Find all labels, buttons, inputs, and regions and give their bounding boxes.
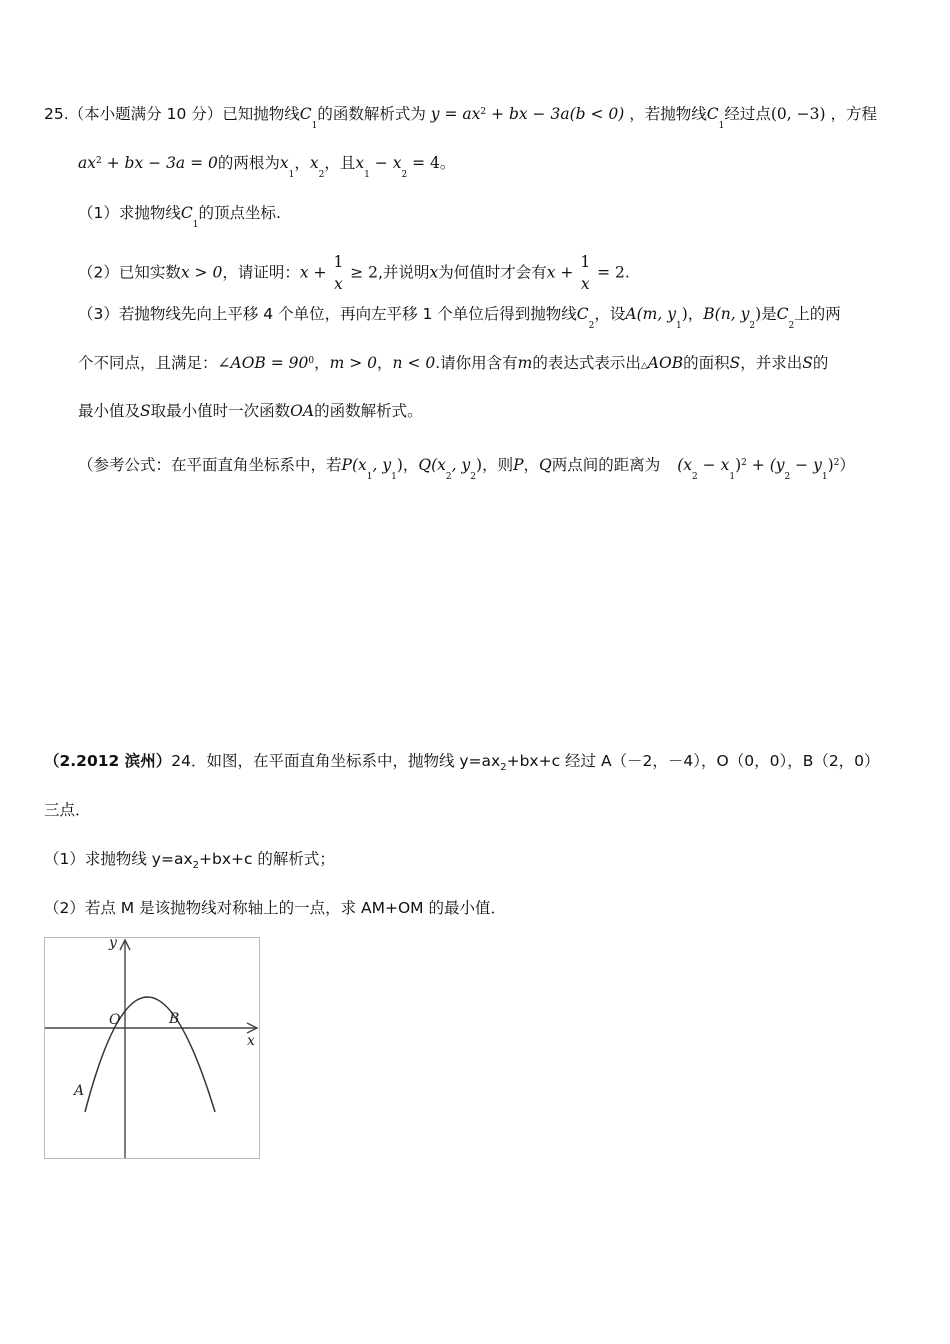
text: ，则: [482, 456, 514, 474]
text: （1）求抛物线: [78, 204, 181, 222]
source-tag: （2.2012 滨州）: [44, 752, 172, 770]
p24-part1: [44, 849, 335, 872]
text: ，设: [594, 305, 626, 323]
subscript: 2: [401, 170, 408, 180]
y-axis-label: y: [109, 935, 117, 951]
text: （2）已知实数: [78, 263, 181, 282]
expr: x +: [299, 263, 332, 282]
text: ，: [687, 305, 704, 323]
paren: ): [396, 456, 403, 474]
subscript: 1: [675, 321, 682, 331]
equation-rest: + bx − 3a = 0: [101, 154, 218, 172]
text: ）: [839, 456, 855, 474]
triangle-symbol: △: [640, 361, 648, 371]
subscript: 1: [821, 472, 828, 482]
text: ，请证明：: [222, 263, 300, 282]
text: ，: [523, 456, 540, 474]
text: 。: [439, 154, 456, 172]
paren: ): [755, 305, 762, 323]
text: 最小值及: [78, 402, 141, 420]
subscript: 2: [470, 472, 476, 482]
triangle-name: AOB: [647, 354, 684, 372]
formula: (x: [677, 456, 692, 474]
p25-part3-line1: [78, 304, 841, 331]
coord: , y: [451, 456, 471, 474]
text: 取最小值时一次函数: [150, 402, 291, 420]
text: 经过点: [724, 105, 771, 123]
parabola-equation: y = ax: [430, 105, 481, 123]
subscript: 1: [391, 472, 397, 482]
var: S: [140, 402, 151, 420]
formula: − x: [697, 456, 730, 474]
point-b-label: B: [169, 1011, 180, 1027]
var: x: [355, 154, 365, 172]
text: .: [624, 263, 630, 282]
var: x: [429, 263, 439, 282]
subscript: 2: [500, 762, 507, 773]
subscript: 2: [749, 321, 756, 331]
var: S: [729, 354, 741, 372]
operator: −: [369, 154, 393, 172]
p24-line2: [44, 800, 91, 820]
point-a: A(m, y: [625, 305, 676, 323]
fraction-denominator: x: [334, 275, 343, 293]
curve-c2-symbol: C: [776, 305, 789, 323]
fraction-numerator: 1: [333, 253, 344, 271]
subscript: 1: [718, 121, 725, 131]
text: 上的两: [794, 305, 841, 323]
equation: ax: [78, 154, 96, 172]
p25-part2: [78, 251, 630, 295]
expr: x +: [546, 263, 579, 282]
text: ，并求出: [740, 354, 803, 372]
text: 的表达式表示出: [532, 354, 641, 372]
p25-part1: [78, 203, 281, 230]
exponent: 2: [480, 107, 487, 117]
subscript: 1: [364, 170, 370, 180]
p25-heading-text: 25.（本小题满分 10 分）已知抛物线: [44, 105, 300, 123]
subscript: 2: [784, 472, 791, 482]
var: x: [392, 154, 402, 172]
equation: = 2: [592, 263, 625, 282]
var: m: [517, 354, 533, 372]
text: 两点间的距离为: [551, 456, 661, 474]
fraction-numerator: 1: [580, 253, 591, 271]
subscript: 1: [288, 170, 295, 180]
p25-part3-line2: [78, 353, 828, 376]
text: +bx+c 经过 A（－2，－4），O（0，0），B（2，0）: [506, 752, 880, 770]
text: ，: [294, 154, 310, 172]
text: 的函数解析式为: [317, 105, 426, 123]
parabola-curve: [85, 997, 215, 1112]
var: S: [802, 354, 813, 372]
p25-reference: [78, 455, 855, 482]
text: 的面积: [683, 354, 730, 372]
fraction-denominator: x: [580, 275, 590, 293]
parabola-figure: [44, 937, 260, 1159]
subscript: 2: [192, 860, 199, 871]
x-axis-label: x: [247, 1033, 255, 1049]
p25-line2: [78, 153, 456, 180]
curve-c1-symbol: C: [706, 105, 719, 123]
condition: x > 0: [180, 263, 223, 282]
root-x1: x: [279, 154, 289, 172]
formula: ): [735, 456, 742, 474]
p25-line1: [44, 104, 877, 131]
value: = 4: [407, 154, 440, 172]
text: ，: [314, 354, 330, 372]
text: ，: [377, 354, 393, 372]
degree: 0: [308, 356, 315, 366]
exponent: 2: [741, 458, 747, 468]
subscript: 1: [311, 121, 318, 131]
curve-c2-symbol: C: [576, 305, 589, 323]
subscript: 2: [788, 321, 795, 331]
parabola-equation-rest: + bx − 3a(b < 0): [486, 105, 625, 123]
text: 24．如图，在平面直角坐标系中，抛物线 y=ax: [171, 752, 501, 770]
text: .请你用含有: [435, 354, 518, 372]
paren: ): [681, 305, 688, 323]
text: 的函数解析式。: [314, 402, 423, 420]
subscript: 2: [588, 321, 595, 331]
inequality: ≥ 2: [345, 263, 379, 282]
root-x2: x: [309, 154, 319, 172]
paren: ): [476, 456, 483, 474]
fraction: [580, 251, 590, 295]
text: ,并说明: [378, 263, 430, 282]
text: 三点．: [44, 801, 91, 819]
point-coordinates: (0, −3): [770, 105, 826, 123]
text: ，: [402, 456, 419, 474]
point-q: Q(x: [418, 456, 446, 474]
subscript: 1: [366, 472, 373, 482]
coord: , y: [372, 456, 392, 474]
p24-line1: [44, 751, 880, 774]
exponent: 2: [833, 458, 840, 468]
text: （3）若抛物线先向上平移 4 个单位，再向左平移 1 个单位后得到抛物线: [78, 305, 577, 323]
angle-condition: ∠AOB = 90: [217, 354, 309, 372]
exponent: 2: [95, 156, 102, 166]
subscript: 2: [692, 472, 698, 482]
subscript: 2: [445, 472, 452, 482]
text: ，若抛物线: [629, 105, 707, 123]
text: 是: [761, 305, 777, 323]
formula: − y: [790, 456, 822, 474]
text: （2）若点 M 是该抛物线对称轴上的一点，求 AM+OM 的最小值．: [44, 899, 506, 917]
text: +bx+c 的解析式；: [199, 850, 335, 868]
subscript: 1: [192, 220, 199, 230]
point-a-label: A: [74, 1083, 85, 1099]
p24-part2: [44, 898, 506, 918]
var: Q: [539, 456, 552, 474]
condition: m > 0: [329, 354, 378, 372]
text: ，且: [324, 154, 356, 172]
text: 的两根为: [217, 154, 280, 172]
point-b: B(n, y: [703, 305, 750, 323]
subscript: 1: [729, 472, 736, 482]
text: 个不同点，且满足：: [78, 354, 218, 372]
formula: ): [827, 456, 834, 474]
curve-c1-symbol: C: [180, 204, 193, 222]
text: （参考公式：在平面直角坐标系中，若: [78, 456, 342, 474]
subscript: 2: [318, 170, 325, 180]
figure-svg: [45, 935, 259, 1158]
curve-c1-symbol: C: [299, 105, 312, 123]
fraction: [333, 251, 343, 295]
text: 的: [812, 354, 829, 372]
condition: n < 0: [392, 354, 436, 372]
text: 的顶点坐标.: [198, 204, 281, 222]
text: （1）求抛物线 y=ax: [44, 850, 193, 868]
point-p: P(x: [341, 456, 367, 474]
var: OA: [290, 402, 315, 420]
text: ，方程: [830, 105, 877, 123]
origin-label: O: [109, 1012, 121, 1028]
formula: + (y: [746, 456, 785, 474]
var: P: [513, 456, 524, 474]
text: 为何值时才会有: [438, 263, 547, 282]
p25-part3-line3: [78, 401, 423, 421]
